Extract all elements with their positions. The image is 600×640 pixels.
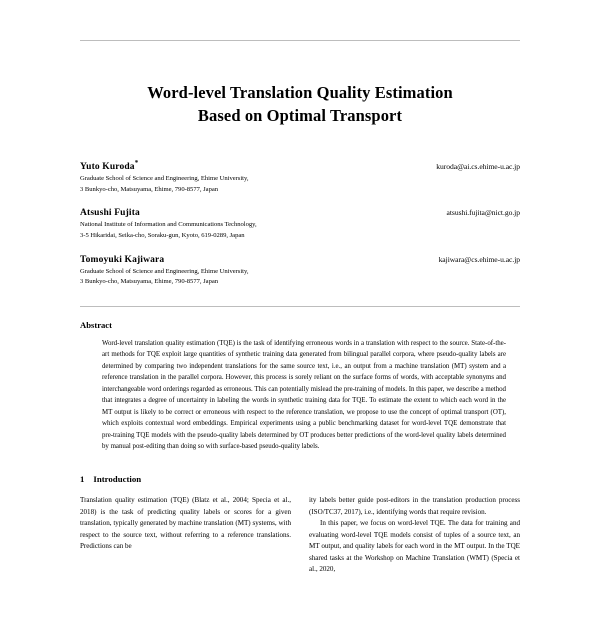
author-header [80,158,520,172]
author-email[interactable]: kajiwara@cs.ehime-u.ac.jp [438,254,520,264]
author-header [80,208,520,218]
author-name-text: Tomoyuki Kajiwara [80,254,165,265]
author-name-text: Yuto Kuroda [80,161,135,172]
affiliation-line: National Institute of Information and Communications Technology, [80,221,257,229]
page-title [80,81,520,128]
paragraph: Translation quality estimation (TQE) (Blatz et al., 2004; Specia et al., 2018) is the task of predicting quality labels or scores for a given translation, typically generated by machine translation (MT) systems, with respect to the source text, without referring to a reference translations. Predictions can be [80,496,291,551]
column-left [80,495,291,575]
author-email[interactable]: kuroda@ai.cs.ehime-u.ac.jp [436,161,520,171]
author-entry [80,158,520,195]
paragraph: In this paper, we focus on word-level TQE. The data for training and evaluating word-level TQE models consist of tuples of a source text, an MT output, and quality labels for each word in the MT output. In the TQE shared tasks at the Workshop on Machine Translation (WMT) (Specia et al., 2020, [309,519,520,574]
author-name-text: Atsushi Fujita [80,208,140,219]
author-footnote-marker: * [134,158,139,167]
section-number: 1 [80,474,85,485]
author-entry [80,255,520,288]
paper-content [80,81,520,576]
affiliation-line: 3 Bunkyo-cho, Matsuyama, Ehime, 790-8577, Japan [80,185,219,193]
abstract-text: Word-level translation quality estimation (TQE) is the task of identifying erroneous words in a translation with respect to the source. State-of-the-art methods for TQE exploit large quantities of synthetic training data generated from bilingual parallel corpora, where pseudo-quality labels are determined by comparing two independent translations for the same source text, i.e., an output from a machine translation (MT) system and a reference translation in the parallel corpora. However, this process is sorely reliant on the surface forms of words, with acceptable synonyms and interchangeable word orderings regarded as erroneous. This can potentially mislead the pre-training of models. In this paper, we describe a method that integrates a degree of uncertainty in labeling the words in synthetic training data for TQE. To estimate the extent to which each word in the MT output is likely to be correct or erroneous with respect to the reference translation, we propose to use the concept of optimal transport (OT), which exploits contextual word embeddings. Empirical experiments using a public benchmarking dataset for word-level TQE demonstrate that pre-training TQE models with the pseudo-quality labels determined by OT produces better predictions of the word-level quality labels determined by manual post-editing than doing so with surface-based pseudo-quality labels. [102,339,506,450]
author-affiliation [80,220,520,241]
author-affiliation [80,174,520,195]
author-list [80,158,520,288]
affiliation-line: Graduate School of Science and Engineering, Ehime University, [80,267,249,275]
column-right [309,495,520,575]
body-columns [80,495,520,575]
affiliation-line: 3 Bunkyo-cho, Matsuyama, Ehime, 790-8577, Japan [80,278,219,286]
title-line-1: Word-level Translation Quality Estimation [147,83,453,102]
abstract-heading: Abstract [80,319,112,330]
author-name [80,158,139,172]
author-affiliation [80,267,520,288]
affiliation-line: 3-5 Hikaridai, Seika-cho, Soraku-gun, Kyoto, 619-0289, Japan [80,231,245,239]
author-email[interactable]: atsushi.fujita@nict.go.jp [446,208,520,218]
author-name [80,208,140,218]
header-divider [80,40,520,41]
paper-page [0,40,600,640]
author-entry [80,208,520,241]
author-name [80,255,164,265]
paragraph: ity labels better guide post-editors in the translation production process (ISO/TC37, 2017), i.e., identifying words that require revision. [309,496,520,516]
section-title: Introduction [93,474,142,485]
affiliation-line: Graduate School of Science and Engineering, Ehime University, [80,174,249,182]
abstract-divider [80,306,520,307]
author-header [80,255,520,265]
title-line-2: Based on Optimal Transport [197,106,403,126]
section-heading [80,474,520,484]
